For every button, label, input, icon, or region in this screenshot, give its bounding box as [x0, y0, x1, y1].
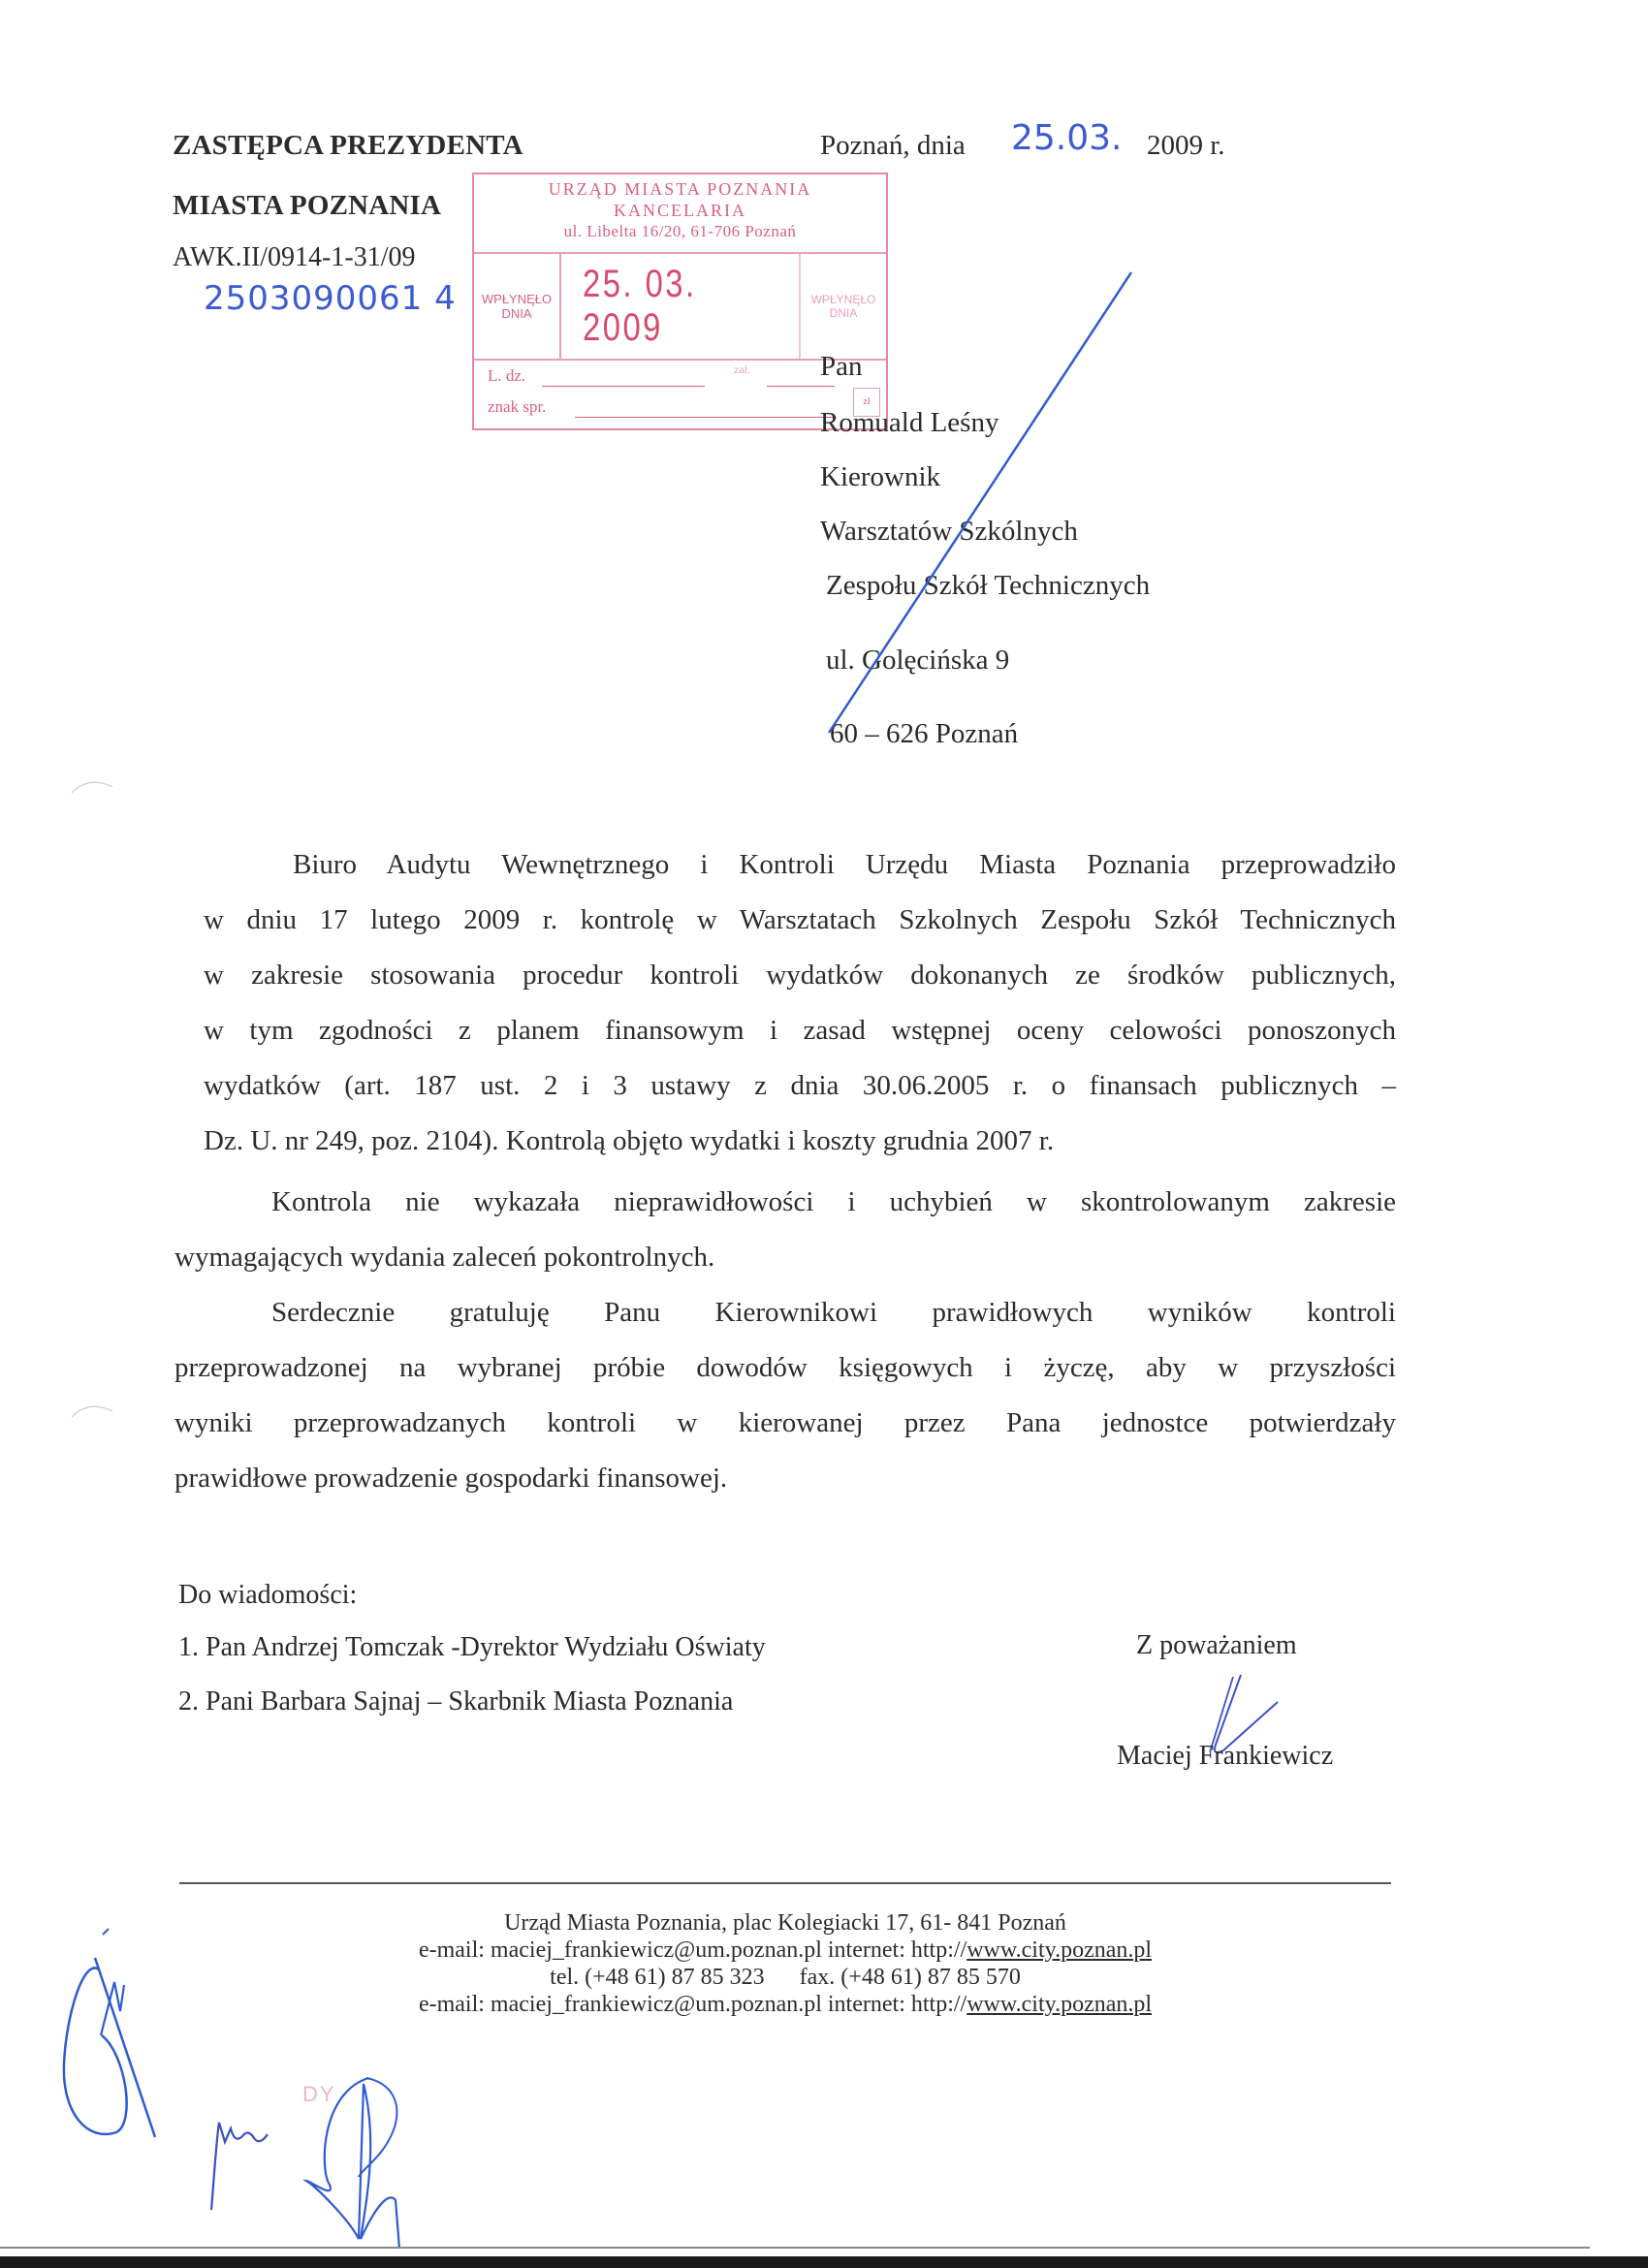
body-p2-line: Kontrola nie wykazała nieprawidłowości i uchybień w skontrolowanym zakresie — [271, 1186, 1396, 1217]
signatory-name: Maciej Frankiewicz — [1117, 1741, 1334, 1771]
recipient-city: 60 – 626 Poznań — [830, 718, 1019, 749]
stamp-received-date: 25. 03. 2009 — [583, 263, 697, 349]
body-p1-line: w tym zgodności z planem finansowym i zasad wstępnej oceny celowości ponoszonych — [204, 1015, 1396, 1046]
stamp-znak-label: znak spr. — [488, 397, 547, 416]
recipient-salutation: Pan — [820, 351, 863, 382]
body-p1-line: Biuro Audytu Wewnętrznego i Kontroli Urzędu Miasta Poznania przeprowadziło — [293, 849, 1396, 880]
recipient-unit: Warsztatów Szkólnych — [820, 516, 1078, 547]
stamp-address: ul. Libelta 16/20, 61-706 Poznań — [563, 222, 797, 240]
stamp-zal-label: zał. — [734, 362, 750, 376]
body-p1-line: wydatków (art. 187 ust. 2 i 3 ustawy z dnia 30.06.2005 r. o finansach publicznych – — [204, 1070, 1396, 1101]
footer-address: Urząd Miasta Poznania, plac Kolegiacki 17, 61- 841 Poznań — [504, 1910, 1066, 1936]
recipient-school: Zespołu Szkół Technicznych — [826, 570, 1151, 601]
recipient-position: Kierownik — [820, 461, 941, 492]
place-date-suffix: 2009 r. — [1147, 130, 1225, 161]
handwritten-registry-number: 2503090061 4 — [204, 279, 457, 318]
stamp-ldz-label: L. dz. — [488, 366, 526, 385]
stamp-office: URZĄD MIASTA POZNANIA — [548, 179, 812, 199]
recipient-name: Romuald Leśny — [820, 407, 999, 438]
footer-email-text: e-mail: maciej_frankiewicz@um.poznan.pl internet: http:// — [418, 1937, 967, 1963]
stamp-received-label-2: DNIA — [501, 306, 532, 321]
body-p3-line: Serdecznie gratuluję Panu Kierownikowi prawidłowych wyników kontroli — [271, 1297, 1396, 1328]
stamp-department: KANCELARIA — [614, 201, 746, 220]
cc-item-2: 2. Pani Barbara Sajnaj – Skarbnik Miasta Poznania — [178, 1686, 734, 1717]
sender-title-line1: ZASTĘPCA PREZYDENTA — [173, 130, 523, 161]
closing-phrase: Z poważaniem — [1136, 1630, 1297, 1660]
body-p3-line: wyniki przeprowadzanych kontroli w kierowanej przez Pana jednostce potwierdzały — [174, 1407, 1396, 1438]
faded-stamp-fragment: DY — [302, 2082, 336, 2106]
stamp-right-label-2: DNIA — [829, 306, 858, 320]
footer-email2-text: e-mail: maciej_frankiewicz@um.poznan.pl internet: http:// — [418, 1992, 967, 2017]
place-date-prefix: Poznań, dnia — [820, 130, 966, 161]
scan-bottom-edge — [0, 2256, 1648, 2268]
body-p3-line: przeprowadzonej na wybranej próbie dowodów księgowych i życzę, aby w przyszłości — [174, 1352, 1396, 1383]
body-p1-line: Dz. U. nr 249, poz. 2104). Kontrolą objęto wydatki i koszty grudnia 2007 r. — [204, 1125, 1055, 1156]
recipient-street: ul. Golęcińska 9 — [826, 645, 1010, 676]
reference-number: AWK.II/0914-1-31/09 — [173, 242, 416, 272]
body-p2-line: wymagających wydania zaleceń pokontrolnych. — [174, 1242, 715, 1273]
cc-heading: Do wiadomości: — [178, 1580, 358, 1610]
body-p1-line: w dniu 17 lutego 2009 r. kontrolę w Warsztatach Szkolnych Zespołu Szkół Technicznych — [204, 904, 1396, 935]
footer-website-link[interactable]: www.city.poznan.pl — [967, 1937, 1153, 1963]
footer-website2-link[interactable]: www.city.poznan.pl — [967, 1992, 1153, 2017]
stamp-box: zł — [853, 388, 880, 417]
stamp-received-label-1: WPŁYNĘŁO — [481, 292, 553, 306]
body-p3-line: prawidłowe prowadzenie gospodarki finansowej. — [174, 1463, 728, 1494]
handwritten-date: 25.03. — [1011, 118, 1123, 158]
cc-item-1: 1. Pan Andrzej Tomczak -Dyrektor Wydziału Oświaty — [178, 1632, 766, 1662]
body-p1-line: w zakresie stosowania procedur kontroli wydatków dokonanych ze środków publicznych, — [204, 960, 1396, 991]
scan-edge-line — [0, 2247, 1590, 2249]
footer-phone: tel. (+48 61) 87 85 323 fax. (+48 61) 87 85 570 — [550, 1965, 1021, 1990]
stamp-right-label-1: WPŁYNĘŁO — [810, 293, 876, 306]
sender-title-line2: MIASTA POZNANIA — [173, 190, 442, 221]
